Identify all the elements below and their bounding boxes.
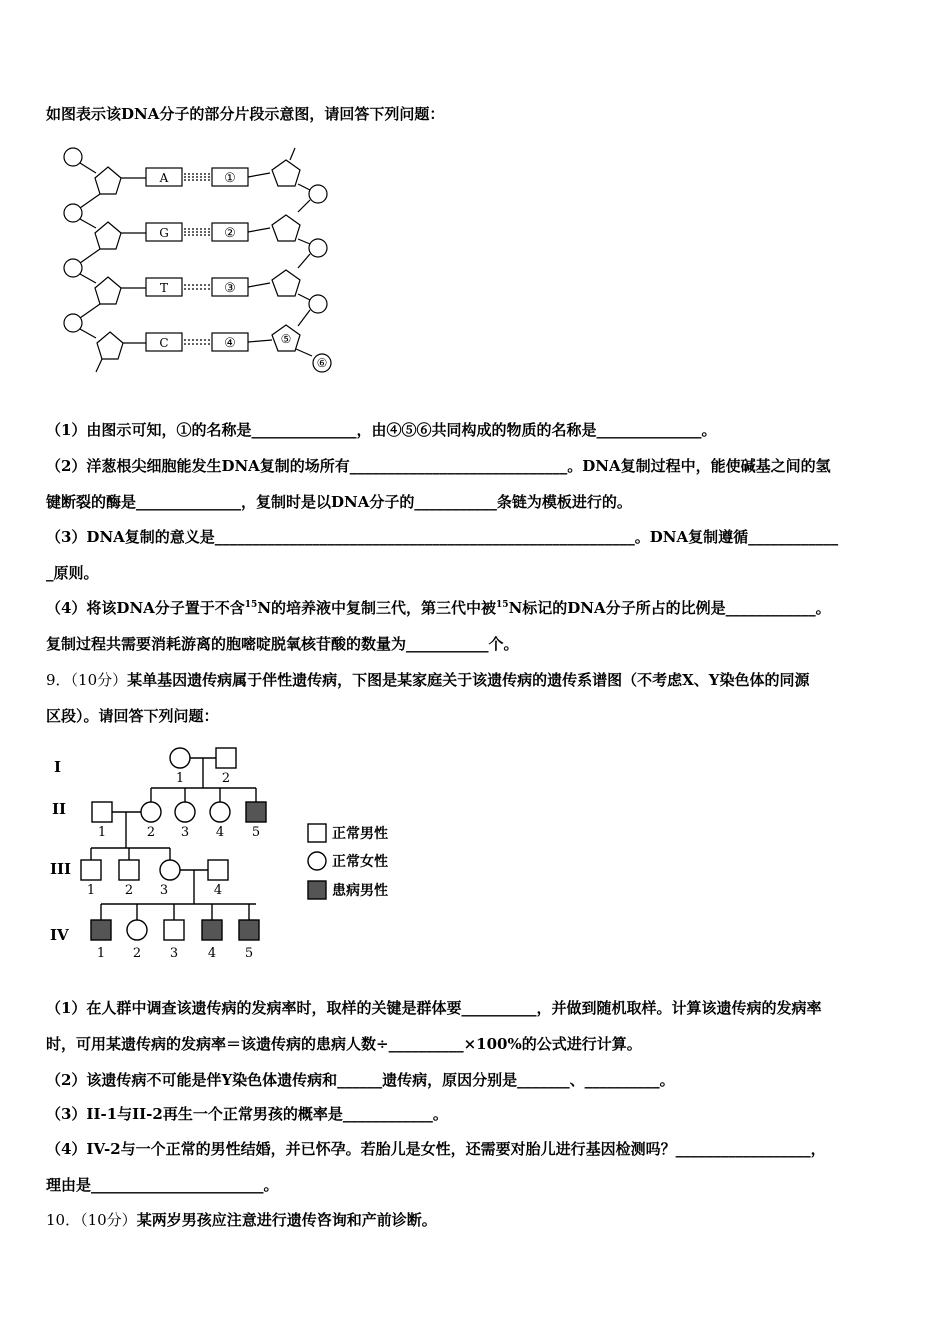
q8-part3-line1: （3）DNA复制的意义是________________________________________________________。DNA复制遵循____________ — [46, 528, 839, 546]
q8-part2-line2: 键断裂的酶是______________，复制时是以DNA分子的___________条链为模板进行的。 — [46, 493, 632, 511]
q9-part1-line1: （1）在人群中调查该遗传病的发病率时，取样的关键是群体要__________，并做到随机取样。计算该遗传病的发病率 — [46, 999, 822, 1017]
gen-label-IV: IV — [50, 926, 69, 944]
gen4-num-2: 2 — [132, 946, 142, 961]
q9-header-text: 某单基因遗传病属于伴性遗传病，下图是某家庭关于该遗传病的遗传系谱图（不考虑X、Y染色体的同源 — [127, 671, 810, 689]
q10-number: 10．（10分） — [46, 1211, 137, 1229]
base-right-2: ② — [224, 226, 236, 241]
q8-part4-post: N标记的DNA分子所占的比例是____________。 — [508, 599, 831, 617]
legend-normal-female: 正常女性 — [332, 854, 388, 870]
base-left-4: C — [159, 336, 169, 350]
q10-header — [46, 1210, 437, 1230]
gen2-num-5: 5 — [251, 825, 261, 840]
gen3-num-4: 4 — [213, 883, 223, 898]
base-left-2: G — [159, 226, 169, 240]
q8-part3-line2: _原则。 — [46, 564, 99, 582]
gen4-num-4: 4 — [207, 946, 217, 961]
q9-part3: （3）II-1与II-2再生一个正常男孩的概率是____________。 — [46, 1105, 448, 1123]
q8-part4-mid: N的培养液中复制三代，第三代中被 — [257, 599, 497, 617]
gen2-num-1: 1 — [97, 825, 107, 840]
base-right-1: ① — [224, 171, 236, 186]
gen2-num-2: 2 — [146, 825, 156, 840]
q8-part1: （1）由图示可知，①的名称是______________，由④⑤⑥共同构成的物质的名称是______________。 — [46, 421, 717, 439]
isotope-sup-1: 15 — [244, 600, 258, 610]
q9-part4-line1: （4）IV-2与一个正常的男性结婚，并已怀孕。若胎儿是女性，还需要对胎儿进行基因检测吗？__________________， — [46, 1140, 826, 1158]
q9-part1-line2: 时，可用某遗传病的发病率＝该遗传病的患病人数÷__________×100%的公式进行计算。 — [46, 1035, 642, 1053]
legend-affected-male: 患病男性 — [332, 883, 388, 899]
gen2-num-3: 3 — [180, 825, 190, 840]
q8-part4-line2: 复制过程共需要消耗游离的胞嘧啶脱氧核苷酸的数量为___________个。 — [46, 635, 519, 653]
gen3-num-2: 2 — [124, 883, 134, 898]
label-5: ⑤ — [280, 332, 292, 346]
gen-label-III: III — [50, 860, 72, 878]
base-left-3: T — [159, 281, 169, 295]
base-pairs — [146, 168, 248, 351]
q8-part4-pre: （4）将该DNA分子置于不含 — [46, 599, 245, 617]
q9-header-line1 — [46, 670, 810, 690]
gen3-num-3: 3 — [159, 883, 169, 898]
q9-header-line2: 区段）。请回答下列问题： — [46, 707, 219, 725]
gen-label-II: II — [52, 800, 67, 818]
gen1-num-2: 2 — [221, 771, 231, 786]
gen1-num-1: 1 — [175, 771, 185, 786]
legend-normal-male: 正常男性 — [332, 826, 388, 842]
isotope-sup-2: 15 — [496, 600, 509, 610]
gen4-num-1: 1 — [96, 946, 106, 961]
base-right-4: ④ — [224, 336, 236, 351]
base-left-1: A — [159, 171, 169, 185]
q8-part2-line1: （2）洋葱根尖细胞能发生DNA复制的场所有_____________________________。DNA复制过程中，能使碱基之间的氢 — [46, 457, 831, 475]
q10-header-text: 某两岁男孩应注意进行遗传咨询和产前诊断。 — [136, 1211, 437, 1229]
q8-part4-line1 — [46, 598, 831, 618]
gen2-num-4: 4 — [215, 825, 225, 840]
q9-part2: （2）该遗传病不可能是伴Y染色体遗传病和______遗传病，原因分别是_______、__________。 — [46, 1071, 675, 1089]
left-strand — [64, 148, 146, 372]
q9-number: 9．（10分） — [46, 671, 128, 689]
label-6: ⑥ — [316, 356, 328, 370]
pedigree-legend — [308, 824, 326, 899]
pedigree-chart — [46, 738, 416, 968]
gen4-num-5: 5 — [244, 946, 254, 961]
q9-part4-line2: 理由是_______________________。 — [46, 1176, 279, 1194]
gen3-num-1: 1 — [86, 883, 96, 898]
intro-text: 如图表示该DNA分子的部分片段示意图，请回答下列问题： — [46, 105, 445, 123]
gen-label-I: I — [54, 758, 62, 776]
dna-diagram — [58, 140, 348, 380]
base-right-3: ③ — [224, 281, 236, 296]
gen4-num-3: 3 — [169, 946, 179, 961]
